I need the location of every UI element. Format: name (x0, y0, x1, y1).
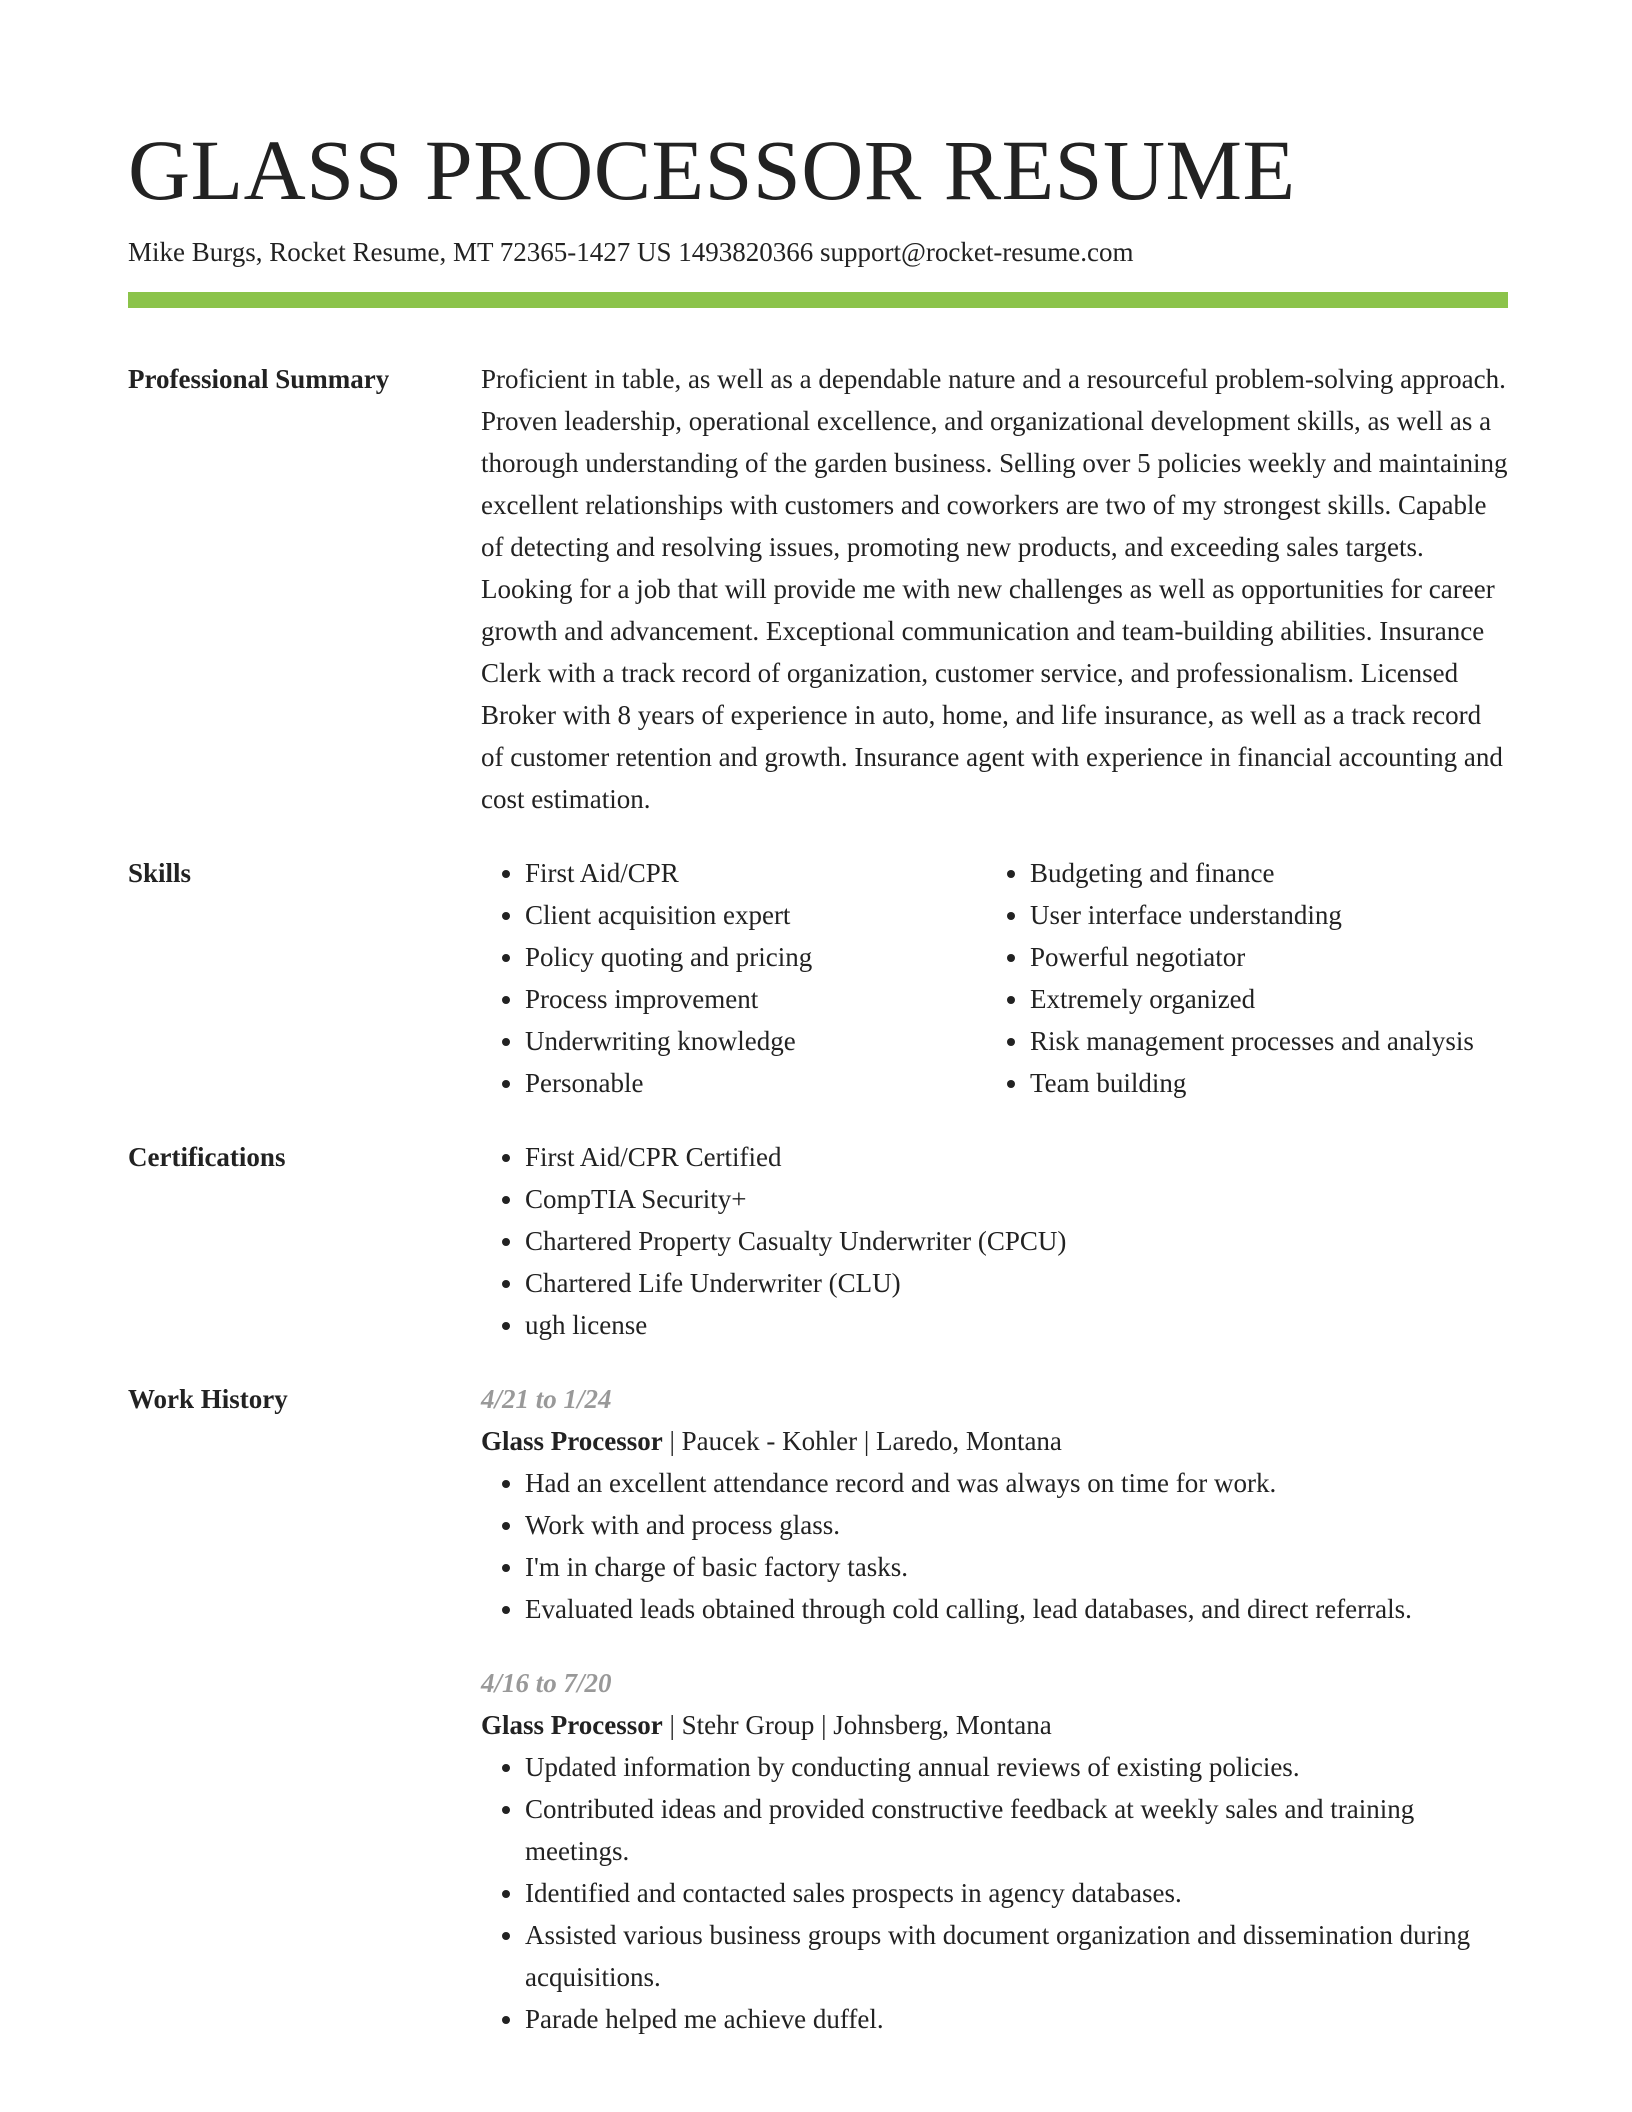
list-item: • Process improvement (525, 978, 986, 1020)
list-item: • Parade helped me achieve duffel. (525, 1998, 1508, 2040)
list-item: • Had an excellent attendance record and was always on time for work. (525, 1462, 1508, 1504)
section-label-certifications: Certifications (128, 1142, 286, 1172)
section-label-skills: Skills (128, 858, 192, 888)
list-item: • Evaluated leads obtained through cold calling, lead databases, and direct referrals. (525, 1588, 1508, 1630)
skills-column-left (481, 852, 986, 1104)
job-entry (481, 1662, 1508, 2040)
list-item: • Work with and process glass. (525, 1504, 1508, 1546)
list-item: • I'm in charge of basic factory tasks. (525, 1546, 1508, 1588)
section-label-work-history: Work History (128, 1384, 288, 1414)
job-dates: 4/16 to 7/20 (481, 1668, 612, 1698)
list-item: • Personable (525, 1062, 986, 1104)
list-item: • Contributed ideas and provided constructive feedback at weekly sales and training meetings. (525, 1788, 1508, 1872)
list-item: • Client acquisition expert (525, 894, 986, 936)
certifications-section (128, 1136, 1508, 1346)
job-bullets (481, 1746, 1508, 2040)
job-bullets (481, 1462, 1508, 1630)
list-item: • Policy quoting and pricing (525, 936, 986, 978)
list-item: • Underwriting knowledge (525, 1020, 986, 1062)
section-label-summary: Professional Summary (128, 364, 390, 394)
list-item: • Extremely organized (1030, 978, 1508, 1020)
work-history-section (128, 1378, 1508, 2040)
resume-page (128, 0, 1508, 2040)
list-item: • Team building (1030, 1062, 1508, 1104)
job-heading (481, 1704, 1508, 1746)
job-title: Glass Processor (481, 1710, 663, 1740)
contact-line: Mike Burgs, Rocket Resume, MT 72365-1427 US 1493820366 support@rocket-resume.com (128, 237, 1134, 267)
list-item: • Chartered Life Underwriter (CLU) (525, 1262, 1508, 1304)
list-item: • Powerful negotiator (1030, 936, 1508, 978)
summary-section (128, 358, 1508, 820)
summary-body (481, 358, 1508, 820)
job-details: | Stehr Group | Johnsberg, Montana (662, 1710, 1052, 1740)
list-item: • First Aid/CPR (525, 852, 986, 894)
certifications-body (481, 1136, 1508, 1346)
list-item: • Budgeting and finance (1030, 852, 1508, 894)
job-dates: 4/21 to 1/24 (481, 1384, 612, 1414)
list-item: • Risk management processes and analysis (1030, 1020, 1508, 1062)
list-item: • ugh license (525, 1304, 1508, 1346)
certifications-list (481, 1136, 1508, 1346)
skills-list-right (986, 852, 1508, 1104)
list-item: • Identified and contacted sales prospects in agency databases. (525, 1872, 1508, 1914)
skills-grid (481, 852, 1508, 1104)
list-item: • Chartered Property Casualty Underwriter (CPCU) (525, 1220, 1508, 1262)
list-item: • Assisted various business groups with document organization and dissemination during acquisitions. (525, 1914, 1508, 1998)
accent-divider (128, 292, 1508, 308)
list-item: • First Aid/CPR Certified (525, 1136, 1508, 1178)
summary-text: Proficient in table, as well as a dependable nature and a resourceful problem-solving approach. Proven leadership, operational excellence, and organizational development skills, as well as a thorough understanding of the garden business. Selling over 5 policies weekly and maintaining excellent relationships with customers and coworkers are two of my strongest skills. Capable of detecting and resolving issues, promoting new products, and exceeding sales targets. Looking for a job that will provide me with new challenges as well as opportunities for career growth and advancement. Exceptional communication and team-building abilities. Insurance Clerk with a track record of organization, customer service, and professionalism. Licensed Broker with 8 years of experience in auto, home, and life insurance, as well as a track record of customer retention and growth. Insurance agent with experience in financial accounting and cost estimation. (481, 364, 1508, 814)
skills-section (128, 852, 1508, 1104)
skills-column-right (986, 852, 1508, 1104)
list-item: • User interface understanding (1030, 894, 1508, 936)
skills-list-left (481, 852, 986, 1104)
job-entry (481, 1378, 1508, 1630)
list-item: • CompTIA Security+ (525, 1178, 1508, 1220)
job-details: | Paucek - Kohler | Laredo, Montana (662, 1426, 1062, 1456)
job-title: Glass Processor (481, 1426, 663, 1456)
resume-title: GLASS PROCESSOR RESUME (128, 122, 1296, 218)
list-item: • Updated information by conducting annual reviews of existing policies. (525, 1746, 1508, 1788)
work-history-body (481, 1378, 1508, 2040)
job-heading (481, 1420, 1508, 1462)
